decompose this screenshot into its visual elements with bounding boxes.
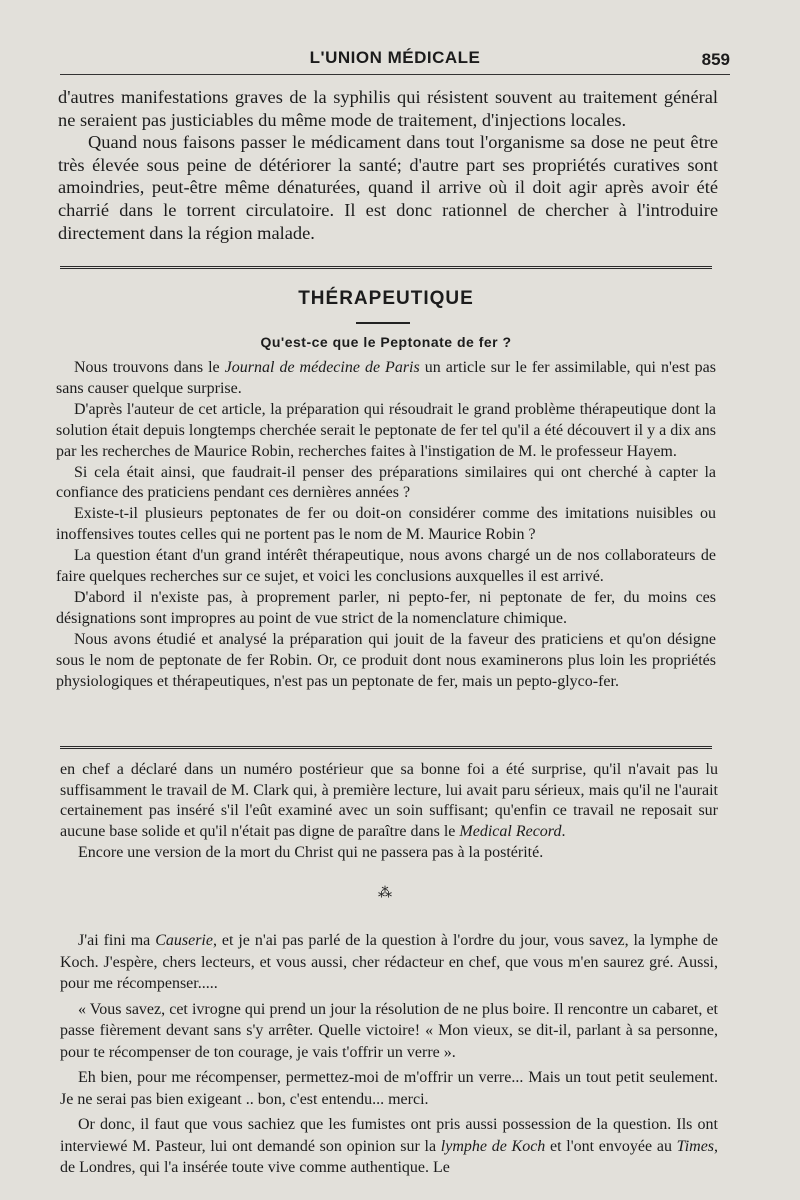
journal-name: Journal de médecine de Paris bbox=[224, 359, 420, 376]
article-title: Qu'est-ce que le Peptonate de fer ? bbox=[260, 334, 512, 350]
paragraph bbox=[60, 760, 718, 843]
text-run: en chef a déclaré dans un numéro postérieur que sa bonne foi a été surprise, qu'il n'avait pas lu suffisamment le travail de M. Clark qui, à première lecture, lui avait paru sérieux, mais qu'il ne l'aurait certainement pas inséré s'il l'eût examiné avec un soin suffisant; qu'enfin ce travail ne reposait sur aucune base solide et qu'il n'était pas digne de paraître dans le bbox=[60, 761, 718, 841]
paragraph: d'autres manifestations graves de la syphilis qui résistent souvent au traitement général ne seraient pas justiciables du même mode de traitement, d'injections locales. bbox=[58, 87, 718, 130]
page-number: 859 bbox=[701, 50, 730, 69]
paragraph: Existe-t-il plusieurs peptonates de fer ou doit-on considérer comme des imitations nuisibles ou inoffensives toutes celles qui ne portent pas le nom de M. Maurice Robin ? bbox=[56, 505, 716, 544]
paragraph: La question étant d'un grand intérêt thérapeutique, nous avons chargé un de nos collaborateurs de faire quelques recherches sur ce sujet, et voici les conclusions auxquelles il est arrivé. bbox=[56, 547, 716, 586]
text-run: et l'ont envoyée au bbox=[545, 1137, 677, 1155]
text-run: . bbox=[561, 823, 566, 841]
paragraph: Nous avons étudié et analysé la préparation qui jouit de la faveur des praticiens et qu'on désigne sous le nom de peptonate de fer Robin. Or, ce produit dont nous examinerons plus loin les propriétés physiologiques et thérapeutiques, n'est pas un peptonate de fer, mais un pepto-glyco-fer. bbox=[56, 630, 716, 690]
paragraph: Si cela était ainsi, que faudrait-il penser des préparations similaires qui ont cherché à capter la confiance des praticiens pendant ces dernières années ? bbox=[56, 463, 716, 502]
paragraph: Quand nous faisons passer le médicament dans tout l'organisme sa dose ne peut être très élevée sous peine de détériorer la santé; d'autre part ses propriétés curatives sont amoindries, peut-être même dénaturées, quand il arrive où il doit agir après avoir été charrié dans le torrent circulatoire. Il est donc rationnel de chercher à l'introduire directement dans la région malade. bbox=[58, 132, 718, 243]
heading-underline bbox=[356, 322, 410, 324]
page-header bbox=[60, 44, 730, 74]
previous-article-end bbox=[58, 86, 718, 244]
text-run: , et je n'ai pas parlé de la question à l'ordre du jour, vous savez, la lymphe de Koch. J'espère, chers lecteurs, et vous aussi, cher rédacteur en chef, que vous m'en saurez gré. Aussi, pour me récompenser..... bbox=[60, 932, 719, 992]
emphasis: lymphe de Koch bbox=[440, 1137, 546, 1155]
text-run: un article sur le fer assimilable, qui n'est pas sans causer quelque surprise. bbox=[56, 359, 716, 397]
causerie-continuation bbox=[60, 760, 718, 864]
text-run: , de Londres, qui l'a insérée toute vive comme authentique. Le bbox=[60, 1137, 719, 1176]
paragraph: D'abord il n'existe pas, à proprement parler, ni pepto-fer, ni peptonate de fer, du moins ces désignations sont impropres au point de vue strict de la nomenclature chimique. bbox=[56, 588, 716, 627]
paragraph: Eh bien, pour me récompenser, permettez-moi de m'offrir un verre... Mais un tout petit seulement. Je ne serai pas bien exigeant .. bon, c'est entendu... merci. bbox=[60, 1069, 718, 1108]
section-divider bbox=[60, 746, 712, 751]
journal-name: Medical Record bbox=[459, 823, 562, 841]
therapeutique-article bbox=[56, 358, 716, 693]
text-run: J'ai fini ma bbox=[78, 932, 156, 949]
newspaper-name: Times bbox=[676, 1137, 715, 1155]
paragraph bbox=[60, 1114, 718, 1179]
section-heading: THÉRAPEUTIQUE bbox=[298, 288, 474, 309]
section-divider bbox=[60, 266, 712, 271]
asterism-separator: ⁂ bbox=[378, 886, 392, 901]
text-run: Nous trouvons dans le bbox=[74, 359, 225, 376]
paragraph bbox=[56, 358, 716, 400]
running-title: L'UNION MÉDICALE bbox=[309, 48, 481, 67]
header-rule bbox=[60, 74, 730, 75]
paragraph: Encore une version de la mort du Christ qui ne passera pas à la postérité. bbox=[78, 843, 544, 861]
paragraph: « Vous savez, cet ivrogne qui prend un jour la résolution de ne plus boire. Il rencontre un cabaret, et passe fièrement devant sans s'y arrêter. Quelle victoire! « Mon vieux, se dit-il, parlant à sa personne, pour te récompenser de ton courage, je vais t'offrir un verre ». bbox=[60, 1000, 718, 1061]
paragraph bbox=[60, 930, 718, 995]
text-run: Or donc, il faut que vous sachiez que les fumistes ont pris aussi possession de la question. Ils ont interviewé M. Pasteur, lui ont demandé son opinion sur la bbox=[60, 1116, 718, 1155]
column-name: Causerie bbox=[155, 932, 213, 949]
paragraph: D'après l'auteur de cet article, la préparation qui résoudrait le grand problème thérapeutique dont la solution était depuis longtemps cherchée serait le peptonate de fer tel qu'il a été découvert il y a dix ans par les recherches de Maurice Robin, recherches faites à l'instigation de M. le professeur Hayem. bbox=[56, 400, 716, 460]
causerie-closing bbox=[60, 930, 718, 1183]
